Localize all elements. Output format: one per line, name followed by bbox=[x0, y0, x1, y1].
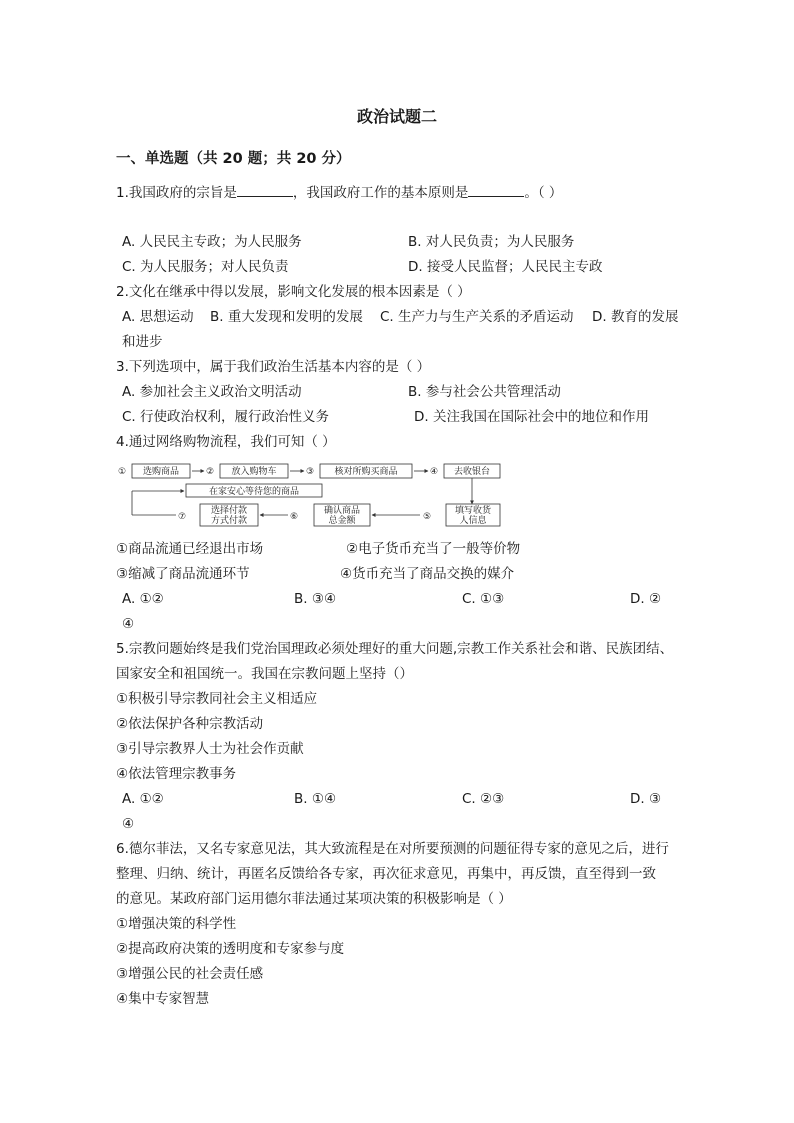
question-4-option-d-wrap: ④ bbox=[122, 616, 135, 632]
flow-step-4-label: 去收银台 bbox=[453, 467, 491, 477]
question-5-statement-2: ②依法保护各种宗教活动 bbox=[116, 716, 264, 732]
flow-step-6-number: ⑥ bbox=[290, 512, 299, 522]
flow-step-2-label: 放入购物车 bbox=[231, 467, 277, 477]
question-5-option-c: C. ②③ bbox=[462, 791, 505, 807]
question-2-stem: 2.文化在继承中得以发展，影响文化发展的根本因素是（ ） bbox=[116, 284, 471, 300]
question-1-stem-part-a: 1.我国政府的宗旨是 bbox=[116, 185, 237, 201]
question-2-option-a: A. 思想运动 bbox=[122, 309, 194, 325]
question-5-option-a: A. ①② bbox=[122, 791, 164, 807]
question-5-option-d: D. ③ bbox=[630, 791, 662, 807]
question-6-statement-1: ①增强决策的科学性 bbox=[116, 916, 237, 932]
question-3-stem: 3.下列选项中，属于我们政治生活基本内容的是（ ） bbox=[116, 359, 431, 375]
question-5-stem-line-2: 国家安全和祖国统一。我国在宗教问题上坚持（） bbox=[116, 666, 413, 682]
question-4-statement-3: ③缩减了商品流通环节 bbox=[116, 566, 250, 582]
question-6-stem-line-2: 整理、归纳、统计，再匿名反馈给各专家，再次征求意见，再集中，再反馈，直至得到一致 bbox=[116, 866, 656, 882]
question-4-statement-1: ①商品流通已经退出市场 bbox=[116, 541, 264, 557]
question-6-statement-4: ④集中专家智慧 bbox=[116, 991, 210, 1007]
question-5-option-b: B. ①④ bbox=[294, 791, 337, 807]
question-5-statement-4: ④依法管理宗教事务 bbox=[116, 766, 237, 782]
flow-step-2-number: ② bbox=[206, 467, 215, 477]
question-2-option-d: D. 教育的发展 bbox=[592, 309, 679, 325]
question-4-option-c: C. ①③ bbox=[462, 591, 505, 607]
question-1-option-a: A. 人民民主专政；为人民服务 bbox=[122, 234, 302, 250]
question-4-option-d: D. ② bbox=[630, 591, 662, 607]
flow-step-1-number: ① bbox=[118, 467, 127, 477]
question-1-stem-part-b: ，我国政府工作的基本原则是 bbox=[292, 185, 469, 201]
question-6-statement-3: ③增强公民的社会责任感 bbox=[116, 966, 264, 982]
flow-step-7-label-line2: 方式付款 bbox=[210, 516, 248, 526]
question-1-option-b: B. 对人民负责；为人民服务 bbox=[408, 234, 575, 250]
question-5-stem-line-1: 5.宗教问题始终是我们党治国理政必须处理好的重大问题,宗教工作关系社会和谐、民族团结、 bbox=[116, 641, 674, 657]
flow-step-7-number: ⑦ bbox=[178, 512, 187, 522]
question-4-option-b: B. ③④ bbox=[294, 591, 337, 607]
flow-step-7-label-line1: 选择付款 bbox=[210, 506, 248, 516]
answer-blank bbox=[468, 184, 524, 197]
flow-step-1-label: 选购商品 bbox=[142, 467, 180, 477]
question-2-option-b: B. 重大发现和发明的发展 bbox=[210, 309, 363, 325]
question-5-statement-3: ③引导宗教界人士为社会作贡献 bbox=[116, 741, 304, 757]
page-title: 政治试题二 bbox=[356, 107, 437, 126]
question-5-option-d-wrap: ④ bbox=[122, 816, 135, 832]
flow-step-6-label-line2: 总金额 bbox=[328, 516, 356, 526]
question-3-option-d: D. 关注我国在国际社会中的地位和作用 bbox=[414, 409, 649, 425]
flow-step-6-label-line1: 确认商品 bbox=[323, 506, 361, 516]
question-1-stem-part-c: 。（ ） bbox=[524, 185, 563, 201]
question-6-stem-line-3: 的意见。某政府部门运用德尔菲法通过某项决策的积极影响是（ ） bbox=[116, 891, 512, 907]
flow-step-5-label-line2: 人信息 bbox=[459, 516, 487, 526]
question-5-statement-1: ①积极引导宗教同社会主义相适应 bbox=[116, 691, 318, 707]
question-6-statement-2: ②提高政府决策的透明度和专家参与度 bbox=[116, 941, 345, 957]
question-6-stem-line-1: 6.德尔菲法，又名专家意见法，其大致流程是在对所要预测的问题征得专家的意见之后，进行 bbox=[116, 841, 669, 857]
flow-step-3-label: 核对所购买商品 bbox=[334, 467, 398, 477]
question-3-option-b: B. 参与社会公共管理活动 bbox=[408, 384, 561, 400]
flow-step-3-number: ③ bbox=[306, 467, 315, 477]
question-3-option-c: C. 行使政治权利，履行政治性义务 bbox=[122, 409, 330, 425]
question-2-option-c: C. 生产力与生产关系的矛盾运动 bbox=[380, 309, 574, 325]
question-4-statement-4: ④货币充当了商品交换的媒介 bbox=[340, 566, 515, 582]
question-4-option-a: A. ①② bbox=[122, 591, 164, 607]
question-1-option-d: D. 接受人民监督；人民民主专政 bbox=[408, 259, 603, 275]
answer-blank bbox=[237, 184, 293, 197]
question-4-stem: 4.通过网络购物流程，我们可知（ ） bbox=[116, 434, 336, 450]
question-3-option-a: A. 参加社会主义政治文明活动 bbox=[122, 384, 302, 400]
flow-wait-label: 在家安心等待您的商品 bbox=[208, 487, 300, 497]
question-4-statement-2: ②电子货币充当了一般等价物 bbox=[346, 541, 521, 557]
question-1-option-c: C. 为人民服务；对人民负责 bbox=[122, 259, 289, 275]
shopping-flow-diagram bbox=[116, 460, 506, 528]
question-1-stem bbox=[116, 184, 562, 202]
question-2-option-d-wrap: 和进步 bbox=[122, 334, 163, 350]
section-heading: 一、单选题（共 20 题；共 20 分） bbox=[116, 151, 351, 167]
flow-step-5-number: ⑤ bbox=[423, 512, 432, 522]
flow-step-4-number: ④ bbox=[430, 467, 439, 477]
flow-step-5-label-line1: 填写收货 bbox=[454, 506, 492, 516]
